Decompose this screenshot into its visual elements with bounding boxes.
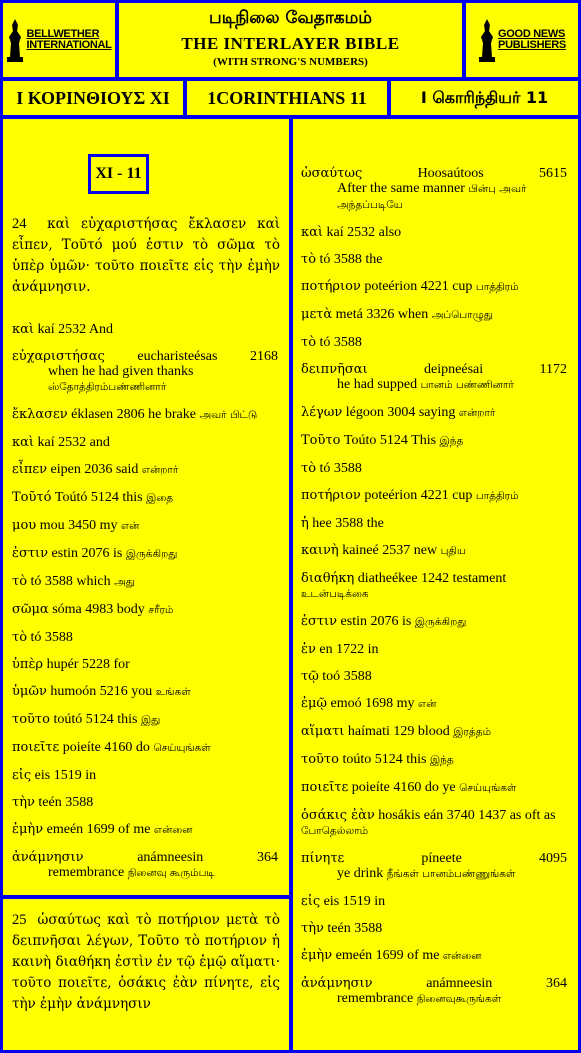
tamil-gloss: சரீரம்: [148, 604, 174, 616]
english-gloss: also: [378, 225, 402, 240]
word-entry: [12, 768, 278, 783]
english-gloss: testament: [452, 571, 507, 586]
tamil-gloss: இந்த: [429, 754, 454, 766]
greek-word: τὸ: [301, 252, 317, 267]
english-gloss: when he had given thanks: [48, 364, 194, 379]
strong-number: 3588: [65, 795, 94, 810]
transliteration: estin: [340, 614, 367, 629]
greek-word: τὸ: [12, 574, 28, 589]
greek-word: καὶ: [12, 435, 35, 450]
word-entry: [12, 712, 278, 728]
greek-word: ἔκλασεν: [12, 407, 68, 422]
tamil-gloss: என்னை: [442, 950, 482, 962]
greek-word: ἐμὴν: [12, 822, 44, 837]
greek-word: τοῦτο: [12, 712, 50, 727]
verse-24-number: 24: [12, 216, 27, 232]
english-gloss: do: [135, 740, 150, 755]
english-gloss: And: [88, 322, 113, 337]
right-logo-line1: GOOD NEWS: [498, 28, 566, 40]
strong-number: 1172: [539, 362, 568, 377]
greek-word: ποτήριον: [301, 488, 361, 503]
english-gloss: blood: [417, 724, 450, 739]
tamil-gloss: என்: [418, 698, 437, 710]
word-entry: [301, 461, 567, 476]
english-gloss: saying: [418, 405, 456, 420]
strong-number: 1519: [53, 768, 82, 783]
greek-word: εἰς: [301, 894, 321, 909]
verse-25-greek: [12, 910, 280, 1015]
transliteration: kaí: [37, 322, 55, 337]
bellwether-figure-icon: [6, 17, 24, 63]
greek-word: τῷ: [301, 669, 319, 684]
transliteration: poieíte: [351, 780, 390, 795]
transliteration: teén: [327, 921, 351, 936]
greek-word: τοῦτο: [301, 752, 339, 767]
greek-word: εἰς: [12, 768, 32, 783]
english-gloss: this: [406, 752, 427, 767]
greek-word: λέγων: [301, 405, 343, 420]
word-entry: [301, 543, 567, 559]
transliteration: mou: [39, 518, 65, 533]
english-gloss: in: [85, 768, 97, 783]
english-gloss: my: [99, 518, 118, 533]
left-logo-line1: BELLWETHER: [26, 28, 100, 40]
strong-number: 5615: [539, 166, 568, 181]
greek-word: εὐχαριστήσας: [12, 349, 105, 364]
transliteration: Toúto: [343, 433, 377, 448]
transliteration: eucharisteésas: [137, 349, 218, 364]
word-entry: [12, 435, 278, 450]
greek-word: ὁσάκις ἐὰν: [301, 808, 375, 823]
english-gloss: you: [131, 684, 153, 699]
verse-24-greek: [12, 214, 280, 298]
greek-word: τὴν: [301, 921, 324, 936]
tamil-gloss: இது: [140, 714, 161, 726]
word-entry: [12, 349, 278, 395]
strong-number: 5124: [379, 433, 408, 448]
english-gloss: in: [367, 642, 379, 657]
word-entry: [301, 362, 567, 393]
strong-number: 1722: [336, 642, 365, 657]
transliteration: eis: [323, 894, 340, 909]
tamil-gloss: செய்யுங்கள்: [153, 742, 211, 754]
word-entry: [301, 225, 567, 240]
english-gloss: new: [413, 543, 438, 558]
strong-number: 2806: [116, 407, 145, 422]
transliteration: teén: [38, 795, 62, 810]
strong-number: 2532: [58, 322, 87, 337]
publisher-figure-icon: [478, 17, 496, 63]
english-gloss: which: [76, 574, 111, 589]
word-entry: [301, 252, 567, 267]
strong-number: 3588: [44, 630, 73, 645]
word-entry: [12, 630, 278, 645]
english-gloss: remembrance: [48, 865, 125, 880]
strong-number: 4160: [104, 740, 133, 755]
strong-number: 364: [546, 976, 568, 991]
english-gloss: in: [374, 894, 386, 909]
word-entry: [12, 322, 278, 337]
greek-word: ποιεῖτε: [301, 780, 349, 795]
strong-number: 3326: [366, 307, 395, 322]
english-gloss: my: [396, 696, 415, 711]
greek-word: εἶπεν: [12, 462, 48, 477]
transliteration: estin: [51, 546, 78, 561]
strong-number: 2537: [382, 543, 411, 558]
left-logo-line2: INTERNATIONAL: [26, 39, 112, 51]
strong-number: 3588: [333, 252, 362, 267]
verse-24-text: καὶ εὐχαριστήσας ἔκλασεν καὶ εἶπεν, Τοῦτό μού ἐστιν τὸ σῶμα τὸ ὑπὲρ ὑμῶν· τοῦτο ποιεῖτε εἰς τὴν ἐμὴν ἀνάμνησιν.: [12, 216, 280, 295]
transliteration: anámneesin: [137, 850, 204, 865]
tamil-gloss: பானம் பண்ணினார்: [420, 379, 514, 391]
transliteration: diatheékee: [357, 571, 418, 586]
title-english: THE INTERLAYER BIBLE: [181, 34, 400, 53]
greek-word: ἐμὴν: [301, 948, 333, 963]
word-entry: [12, 602, 278, 618]
transliteration: tó: [319, 252, 331, 267]
word-entry: [301, 433, 567, 449]
english-gloss: as oft as: [509, 808, 556, 823]
word-entry: [12, 740, 278, 756]
strong-number: 2036: [84, 462, 113, 477]
word-entry: [301, 808, 567, 839]
english-gloss: and: [89, 435, 110, 450]
strong-number: 3588: [335, 516, 364, 531]
word-entry: [301, 669, 567, 684]
tamil-gloss: பாத்திரம்: [475, 490, 519, 502]
transliteration: kaí: [37, 435, 55, 450]
strong-number: 4983: [85, 602, 114, 617]
transliteration: kaí: [326, 225, 344, 240]
english-gloss: when: [397, 307, 429, 322]
english-gloss: of me: [407, 948, 440, 963]
strong-number: 4160: [393, 780, 422, 795]
transliteration: deipneésai: [424, 362, 484, 377]
book-title-tamil: I கொரிந்தியர் 11: [388, 78, 581, 118]
strong-number: 364: [257, 850, 279, 865]
left-word-list: [12, 322, 278, 893]
transliteration: metá: [335, 307, 363, 322]
greek-word: ἐν: [301, 642, 316, 657]
transliteration: poteérion: [364, 279, 418, 294]
tamil-gloss: போதெல்லாம்: [301, 825, 369, 837]
strong-number: 2532: [347, 225, 376, 240]
tamil-gloss: என்றார்: [458, 407, 496, 419]
greek-word: Τοῦτό: [12, 490, 52, 505]
english-gloss: the: [366, 516, 384, 531]
english-gloss: this: [117, 712, 138, 727]
word-entry: [301, 642, 567, 657]
tamil-gloss: உடன்படிக்கை: [301, 588, 369, 600]
right-logo: [463, 0, 581, 80]
english-gloss: for: [113, 657, 130, 672]
verse-25-text: ὡσαύτως καὶ τὸ ποτήριον μετὰ τὸ δειπνῆσαι λέγων, Τοῦτο τὸ ποτήριον ἡ καινὴ διαθήκη ἐστὶν ἐν τῷ ἐμῷ αἵματι· τοῦτο ποιεῖτε, ὁσάκις ἐὰν πίνητε, εἰς τὴν ἐμὴν ἀνάμνησιν: [12, 912, 280, 1012]
strong-number: 3588: [354, 921, 383, 936]
strong-number: 3004: [387, 405, 416, 420]
word-entry: [301, 921, 567, 936]
transliteration: Toútó: [54, 490, 88, 505]
transliteration: píneete: [421, 851, 462, 866]
transliteration: en: [319, 642, 333, 657]
tamil-gloss: என்: [120, 520, 140, 532]
greek-word: τὴν: [12, 795, 35, 810]
transliteration: éklasen: [71, 407, 114, 422]
english-gloss: This: [411, 433, 437, 448]
verse-25-number: 25: [12, 912, 27, 928]
greek-word: τὸ: [301, 461, 317, 476]
word-entry: [301, 752, 567, 768]
transliteration: haímati: [347, 724, 390, 739]
english-gloss: he had supped: [337, 377, 418, 392]
transliteration: toó: [322, 669, 341, 684]
word-entry: [12, 684, 278, 700]
greek-word: μετὰ: [301, 307, 333, 322]
word-entry: [12, 657, 278, 672]
transliteration: humoón: [50, 684, 97, 699]
word-entry: [301, 696, 567, 712]
tamil-gloss: என்றார்: [141, 464, 179, 476]
transliteration: tó: [30, 630, 42, 645]
strong-number: 3740 1437: [446, 808, 507, 823]
tamil-gloss: நினைவுகூருங்கள்: [416, 993, 502, 1005]
word-entry: [301, 405, 567, 421]
tamil-gloss: அவர் பிட்டு: [199, 409, 258, 421]
tamil-gloss: இரத்தம்: [453, 726, 492, 738]
tamil-gloss: பாத்திரம்: [475, 281, 519, 293]
greek-word: ποιεῖτε: [12, 740, 60, 755]
right-word-list: [301, 166, 567, 1019]
word-entry: [12, 795, 278, 810]
transliteration: légoon: [345, 405, 384, 420]
strong-number: 4221: [420, 279, 449, 294]
transliteration: anámneesin: [426, 976, 493, 991]
greek-word: καὶ: [301, 225, 324, 240]
transliteration: tó: [319, 461, 331, 476]
greek-word: διαθήκη: [301, 571, 355, 586]
strong-number: 3588: [343, 669, 372, 684]
strong-number: 2532: [58, 435, 87, 450]
title-tamil: படிநிலை வேதாகமம்: [209, 8, 372, 28]
english-gloss: After the same manner: [337, 181, 465, 196]
word-entry: [12, 574, 278, 590]
word-entry: [301, 307, 567, 323]
word-entry: [301, 516, 567, 531]
strong-number: 3588: [44, 574, 73, 589]
strong-number: 1519: [342, 894, 371, 909]
word-entry: [301, 724, 567, 740]
strong-number: 1242: [421, 571, 450, 586]
tamil-gloss: இருக்கிறது: [414, 616, 467, 628]
word-entry: [12, 407, 278, 423]
transliteration: Hoosaútoos: [417, 166, 484, 181]
word-entry: [12, 546, 278, 562]
greek-word: σῶμα: [12, 602, 49, 617]
tamil-gloss: அது: [114, 576, 135, 588]
greek-word: ποτήριον: [301, 279, 361, 294]
english-gloss: he brake: [148, 407, 196, 422]
strong-number: 5124: [374, 752, 403, 767]
greek-word: καινὴ: [301, 543, 339, 558]
strong-number: 1699: [86, 822, 115, 837]
strong-number: 1698: [365, 696, 394, 711]
strong-number: 3588: [333, 461, 362, 476]
word-entry: [301, 851, 567, 882]
transliteration: sóma: [52, 602, 82, 617]
word-entry: [301, 976, 567, 1007]
strong-number: 3450: [68, 518, 97, 533]
transliteration: kaineé: [342, 543, 379, 558]
greek-word: ἐστιν: [301, 614, 338, 629]
transliteration: eipen: [50, 462, 81, 477]
english-gloss: cup: [452, 488, 473, 503]
title-subtitle: (WITH STRONG'S NUMBERS): [213, 56, 368, 68]
word-entry: [12, 490, 278, 506]
greek-word: ἀνάμνησιν: [12, 850, 84, 865]
strong-number: 2076: [370, 614, 399, 629]
tamil-gloss: நீங்கள் பானம்பண்ணுங்கள்: [386, 868, 516, 880]
english-gloss: the: [365, 252, 383, 267]
tamil-gloss: பின்பு அவர் அந்தப்படியே: [337, 183, 527, 211]
greek-word: καὶ: [12, 322, 35, 337]
strong-number: 5124: [85, 712, 114, 727]
english-gloss: of me: [118, 822, 151, 837]
tamil-gloss: உங்கள்: [155, 686, 191, 698]
strong-number: 2168: [250, 349, 278, 364]
english-gloss: is: [113, 546, 123, 561]
greek-word: Τοῦτο: [301, 433, 341, 448]
english-gloss: this: [122, 490, 143, 505]
english-gloss: cup: [452, 279, 473, 294]
word-entry: [301, 948, 567, 964]
strong-number: 3588: [333, 335, 362, 350]
greek-word: ὡσαύτως: [301, 166, 363, 181]
strong-number: 2076: [81, 546, 110, 561]
transliteration: hee: [312, 516, 332, 531]
english-gloss: body: [116, 602, 145, 617]
chapter-label: XI - 11: [88, 154, 149, 194]
transliteration: emeén: [335, 948, 373, 963]
word-entry: [12, 822, 278, 838]
greek-word: πίνητε: [301, 851, 345, 866]
english-gloss: said: [115, 462, 139, 477]
word-entry: [301, 614, 567, 630]
strong-number: 5216: [99, 684, 128, 699]
transliteration: toúto: [342, 752, 372, 767]
left-logo: [0, 0, 118, 80]
word-entry: [301, 335, 567, 350]
greek-word: τὸ: [301, 335, 317, 350]
greek-word: δειπνῆσαι: [301, 362, 368, 377]
tamil-gloss: இதை: [146, 492, 174, 504]
word-entry: [301, 279, 567, 295]
right-logo-line2: PUBLISHERS: [498, 39, 566, 51]
greek-word: ἡ: [301, 516, 309, 531]
greek-word: ἐμῷ: [301, 696, 328, 711]
transliteration: poteérion: [364, 488, 418, 503]
tamil-gloss: செய்யுங்கள்: [459, 782, 517, 794]
book-title-english: 1CORINTHIANS 11: [184, 78, 390, 118]
word-entry: [301, 780, 567, 796]
tamil-gloss: இருக்கிறது: [125, 548, 178, 560]
word-entry: [301, 166, 567, 213]
strong-number: 129: [393, 724, 415, 739]
word-entry: [12, 518, 278, 534]
tamil-gloss: அப்பொழுது: [431, 309, 493, 321]
transliteration: hosákis eán: [378, 808, 444, 823]
word-entry: [301, 488, 567, 504]
english-gloss: remembrance: [337, 991, 414, 1006]
transliteration: tó: [30, 574, 42, 589]
transliteration: emoó: [330, 696, 362, 711]
greek-word: αἵματι: [301, 724, 345, 739]
tamil-gloss: ஸ்தோத்திரம்பண்ணினார்: [48, 381, 167, 393]
greek-word: ὑμῶν: [12, 684, 47, 699]
strong-number: 4095: [539, 851, 567, 866]
tamil-gloss: இந்த: [439, 435, 464, 447]
greek-word: μου: [12, 518, 37, 533]
strong-number: 5124: [90, 490, 119, 505]
strong-number: 5228: [81, 657, 110, 672]
title-block: [116, 0, 465, 80]
word-entry: [12, 850, 278, 881]
transliteration: emeén: [46, 822, 84, 837]
tamil-gloss: புதிய: [440, 545, 466, 557]
strong-number: 1699: [375, 948, 404, 963]
book-title-greek: I ΚΟΡΙΝΘΙΟΥΣ XI: [0, 78, 186, 118]
english-gloss: is: [402, 614, 412, 629]
word-entry: [301, 571, 567, 602]
transliteration: toútó: [53, 712, 83, 727]
greek-word: ἀνάμνησιν: [301, 976, 373, 991]
greek-word: ὑπὲρ: [12, 657, 44, 672]
transliteration: tó: [319, 335, 331, 350]
transliteration: poieíte: [62, 740, 101, 755]
transliteration: eis: [34, 768, 51, 783]
greek-word: τὸ: [12, 630, 28, 645]
english-gloss: do ye: [424, 780, 456, 795]
word-entry: [301, 894, 567, 909]
transliteration: hupér: [46, 657, 79, 672]
tamil-gloss: நினைவு கூரும்படி: [127, 867, 215, 879]
greek-word: ἐστιν: [12, 546, 49, 561]
english-gloss: ye drink: [337, 866, 384, 881]
strong-number: 4221: [420, 488, 449, 503]
tamil-gloss: என்னை: [153, 824, 193, 836]
word-entry: [12, 462, 278, 478]
